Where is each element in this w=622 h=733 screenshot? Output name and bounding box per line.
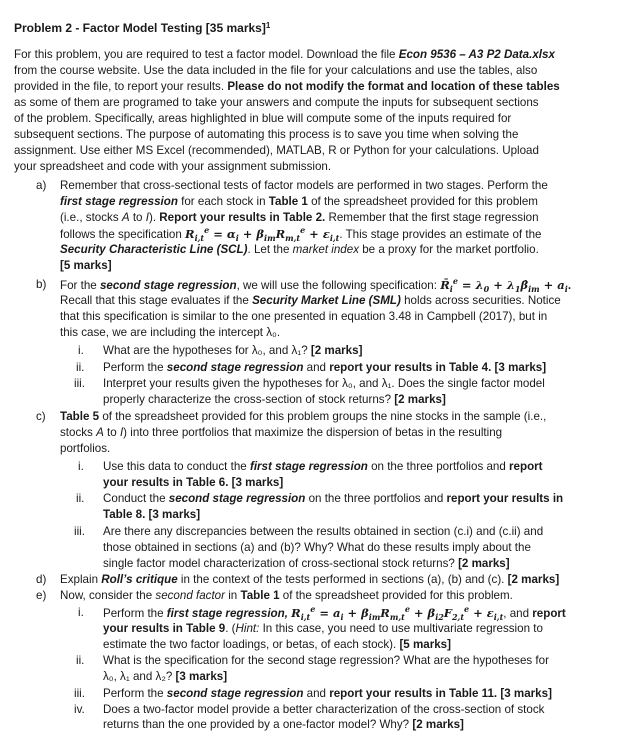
item-b-line-4: this case, we are including the intercept λ₀. [60,326,281,339]
item-e-i-line-1: Perform the first stage regression, $R_{i,t}^e = a_i + \beta_{im}R_{m,t}^e + \beta_{i2}F_{2,t}^e + \varepsilon_{i,t}$, and report [103,604,566,622]
intro-line-5: of the problem. Specifically, areas highlighted in blue will compute some of the inputs required for [14,112,512,125]
item-a-label: a) [36,179,47,192]
item-c-i-label: i. [78,460,84,473]
intro-line-4: as some of them are programed to take your answers and compute the inputs for subsequent sections [14,96,539,109]
item-e-iii: Perform the second stage regression and report your results in Table 11. [3 marks] [103,687,552,700]
item-a-line-1: Remember that cross-sectional tests of factor models are performed in two stages. Perform the [60,179,548,192]
item-d-line: Explain Roll’s critique in the context of the tests performed in sections (a), (b) and (c). [2 marks] [60,573,560,586]
item-e-ii-line-2: λ₀, λ₁ and λ₂? [3 marks] [103,670,228,683]
footnote-marker: 1 [265,21,271,30]
item-e-label: e) [36,589,47,602]
item-e-i-label: i. [78,606,84,619]
item-d-label: d) [36,573,47,586]
item-a-line-5: Security Characteristic Line (SCL). Let the market index be a proxy for the market portfolio. [60,243,539,256]
item-e-i-line-3: estimate the two factor loadings, or betas, of each stock). [5 marks] [103,638,451,651]
item-e-iii-label: iii. [74,687,85,700]
two-factor-equation: $R_{i,t}^e = a_i + \beta_{im}R_{m,t}^e + \beta_{i2}F_{2,t}^e + \varepsilon_{i,t}$ [291,604,504,622]
item-e-i-line-2: your results in Table 9. (Hint: In this case, you need to use multivariate regression to [103,622,543,635]
item-e-ii-label: ii. [76,654,85,667]
item-a-marks: [5 marks] [60,259,112,272]
item-c-iii-line-3: single factor model characterization of cross-sectional stock returns? [2 marks] [103,557,510,570]
item-a-line-4: follows the specification $R_{i,t}^e = \alpha_i + \beta_{im}R_{m,t}^e + \varepsilon_{i,t}$. This stage provides an estimate of the [60,225,542,243]
data-filename: Econ 9536 – A3 P2 Data.xlsx [398,48,555,61]
intro-line-1: For this problem, you are required to test a factor model. Download the file Econ 9536 – A3 P2 Data.xlsx [14,48,555,61]
item-b-ii: Perform the second stage regression and report your results in Table 4. [3 marks] [103,361,547,374]
item-b-line-2: Recall that this stage evaluates if the Security Market Line (SML) holds across securities. Notice [60,294,561,307]
item-b-iii-label: iii. [74,377,85,390]
item-c-ii-line-1: Conduct the second stage regression on the three portfolios and report your results in [103,492,564,505]
item-c-ii-label: ii. [76,492,85,505]
item-c-iii-line-1: Are there any discrepancies between the results obtained in section (c.i) and (c.ii) and [103,525,544,538]
item-b-label: b) [36,278,47,291]
item-b-line-3: that this specification is similar to the one presented in equation 3.48 in Campbell (2017), but in [60,310,548,323]
first-stage-equation: $R_{i,t}^e = \alpha_i + \beta_{im}R_{m,t}^e + \varepsilon_{i,t}$ [185,225,340,243]
item-a-line-2: first stage regression for each stock in Table 1 of the spreadsheet provided for this problem [60,195,538,208]
intro-line-8: your spreadsheet and code with your assignment submission. [14,160,332,173]
item-a-line-3: (i.e., stocks A to I). Report your results in Table 2. Remember that the first stage regression [60,211,539,224]
item-b-line-1: For the second stage regression, we will use the following specification: $R̄_i^e = \lambda_0$ + $\lambda_1\betâ_{im} + a_i$. [60,276,572,294]
item-e-iv-line-1: Does a two-factor model provide a better characterization of the cross-section of stock [103,703,545,716]
item-c-line-3: portfolios. [60,442,111,455]
item-e-iv-line-2: returns than the one provided by a one-factor model? Why? [2 marks] [103,718,464,731]
intro-line-2: from the course website. Use the data included in the file for your calculations and use the tables, also [14,64,538,77]
item-c-line-1: Table 5 of the spreadsheet provided for this problem groups the nine stocks in the sample (i.e., [60,410,547,423]
item-c-iii-label: iii. [74,525,85,538]
item-c-i-line-1: Use this data to conduct the first stage regression on the three portfolios and report [103,460,543,473]
intro-line-6: subsequent sections. The purpose of automating this process is to save you time when solving the [14,128,519,141]
intro-line-7: assignment. Use either MS Excel (recommended), MATLAB, R or Python for your calculations. Upload [14,144,539,157]
item-c-line-2: stocks A to I) into three portfolios that maximize the dispersion of betas in the resulting [60,426,503,439]
item-b-ii-label: ii. [76,361,85,374]
item-e-ii-line-1: What is the specification for the second stage regression? What are the hypotheses for [103,654,549,667]
item-b-iii-line-2: properly characterize the cross-section of stock returns? [2 marks] [103,393,446,406]
intro-line-3: provided in the file, to report your results. Please do not modify the format and location of these tables [14,80,560,93]
item-c-i-line-2: your results in Table 6. [3 marks] [103,476,284,489]
second-stage-equation: $R̄_i^e = \lambda_0$ + $\lambda_1\betâ_{im} + a_i$ [440,276,568,294]
item-c-ii-line-2: Table 8. [3 marks] [103,508,201,521]
item-e-iv-label: iv. [74,703,85,716]
item-b-iii-line-1: Interpret your results given the hypotheses for λ₀, and λ₁. Does the single factor model [103,377,545,390]
item-b-i: What are the hypotheses for λ₀, and λ₁? [2 marks] [103,344,363,357]
item-c-iii-line-2: those obtained in sections (a) and (b)? Why? What do these results imply about the [103,541,531,554]
item-c-label: c) [36,410,46,423]
item-e-line-1: Now, consider the second factor in Table 1 of the spreadsheet provided for this problem. [60,589,513,602]
item-b-i-label: i. [78,344,84,357]
page-title: Problem 2 - Factor Model Testing [35 marks]$^1$ [14,21,271,35]
